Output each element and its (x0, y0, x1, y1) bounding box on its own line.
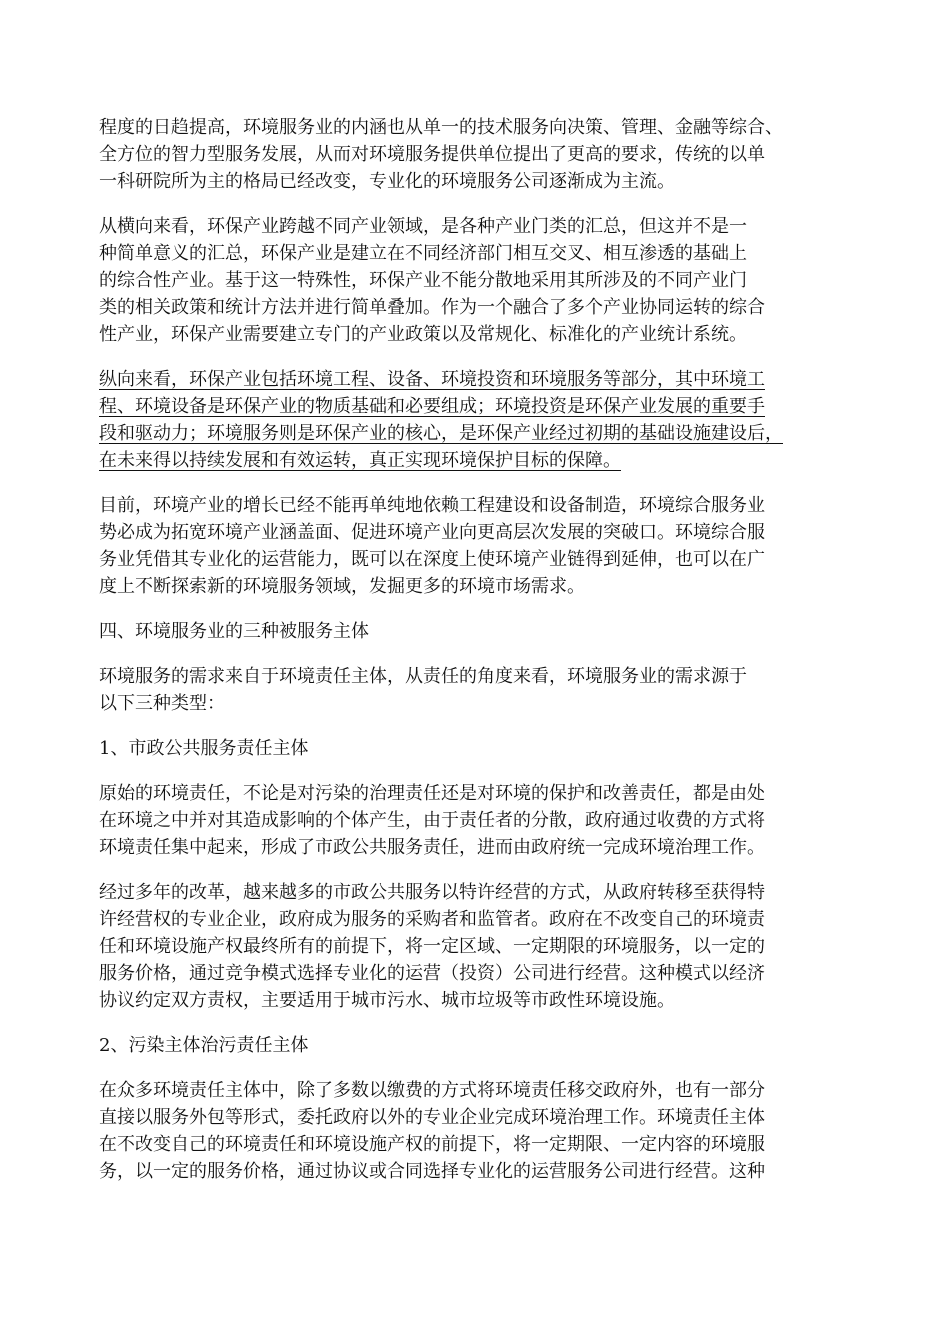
text-line: 种简单意义的汇总，环保产业是建立在不同经济部门相互交叉、相互渗透的基础上 (99, 243, 747, 264)
text-line: 程度的日趋提高，环境服务业的内涵也从单一的技术服务向决策、管理、金融等综合、 (99, 117, 783, 138)
text-line: 协议约定双方责权，主要适用于城市污水、城市垃圾等市政性环境设施。 (99, 990, 675, 1011)
text-line: 在众多环境责任主体中，除了多数以缴费的方式将环境责任移交政府外，也有一部分 (99, 1080, 765, 1101)
text-line: 环境责任集中起来，形成了市政公共服务责任，进而由政府统一完成环境治理工作。 (99, 837, 765, 858)
paragraph-polluter-outsourcing (99, 1077, 879, 1185)
section-heading-four (99, 618, 879, 645)
text-line: 的综合性产业。基于这一特殊性，环保产业不能分散地采用其所涉及的不同产业门 (99, 270, 747, 291)
text-line: 一科研院所为主的格局已经改变，专业化的环境服务公司逐渐成为主流。 (99, 171, 675, 192)
text-line: 从横向来看，环保产业跨越不同产业领域，是各种产业门类的汇总，但这并不是一 (99, 216, 747, 237)
heading-text: 四、环境服务业的三种被服务主体 (99, 621, 369, 642)
text-line: 目前，环境产业的增长已经不能再单纯地依赖工程建设和设备制造，环境综合服务业 (99, 495, 765, 516)
subheading-municipal (99, 735, 879, 762)
text-line: 在不改变自己的环境责任和环境设施产权的前提下，将一定期限、一定内容的环境服 (99, 1134, 765, 1155)
subheading-polluter (99, 1032, 879, 1059)
text-line: 在未来得以持续发展和有效运转，真正实现环境保护目标的保障。 (99, 450, 621, 471)
paragraph-demand-source (99, 663, 879, 717)
text-line: 势必成为拓宽环境产业涵盖面、促进环境产业向更高层次发展的突破口。环境综合服 (99, 522, 765, 543)
heading-text: 2、污染主体治污责任主体 (99, 1035, 309, 1056)
text-line: 原始的环境责任，不论是对污染的治理责任还是对环境的保护和改善责任，都是由处 (99, 783, 765, 804)
text-line: 许经营权的专业企业，政府成为服务的采购者和监管者。政府在不改变自己的环境责 (99, 909, 765, 930)
text-line: 类的相关政策和统计方法并进行简单叠加。作为一个融合了多个产业协同运转的综合 (99, 297, 765, 318)
text-line: 务业凭借其专业化的运营能力，既可以在深度上使环境产业链得到延伸，也可以在广 (99, 549, 765, 570)
text-line: 性产业，环保产业需要建立专门的产业政策以及常规化、标准化的产业统计系统。 (99, 324, 747, 345)
paragraph-original-responsibility (99, 780, 879, 861)
text-line: 以下三种类型： (99, 693, 225, 714)
text-line: 程、环境设备是环保产业的物质基础和必要组成；环境投资是环保产业发展的重要手 (99, 396, 765, 417)
text-line: 在环境之中并对其造成影响的个体产生，由于责任者的分散，政府通过收费的方式将 (99, 810, 765, 831)
paragraph-horizontal-view (99, 213, 879, 348)
text-line: 段和驱动力；环境服务则是环保产业的核心，是环保产业经过初期的基础设施建设后， (99, 423, 783, 444)
text-line: 纵向来看，环保产业包括环境工程、设备、环境投资和环境服务等部分，其中环境工 (99, 369, 765, 390)
text-line: 任和环境设施产权最终所有的前提下，将一定区域、一定期限的环境服务，以一定的 (99, 936, 765, 957)
text-line: 务，以一定的服务价格，通过协议或合同选择专业化的运营服务公司进行经营。这种 (99, 1161, 765, 1182)
paragraph-reform (99, 879, 879, 1014)
text-line: 直接以服务外包等形式，委托政府以外的专业企业完成环境治理工作。环境责任主体 (99, 1107, 765, 1128)
paragraph-trend (99, 114, 879, 195)
document-page (99, 114, 879, 1203)
text-line: 度上不断探索新的环境服务领域，发掘更多的环境市场需求。 (99, 576, 585, 597)
text-line: 经过多年的改革，越来越多的市政公共服务以特许经营的方式，从政府转移至获得特 (99, 882, 765, 903)
text-line: 全方位的智力型服务发展，从而对环境服务提供单位提出了更高的要求，传统的以单 (99, 144, 765, 165)
paragraph-current-status (99, 492, 879, 600)
paragraph-vertical-view (99, 366, 879, 474)
heading-text: 1、市政公共服务责任主体 (99, 738, 309, 759)
text-line: 服务价格，通过竞争模式选择专业化的运营（投资）公司进行经营。这种模式以经济 (99, 963, 765, 984)
text-line: 环境服务的需求来自于环境责任主体，从责任的角度来看，环境服务业的需求源于 (99, 666, 747, 687)
